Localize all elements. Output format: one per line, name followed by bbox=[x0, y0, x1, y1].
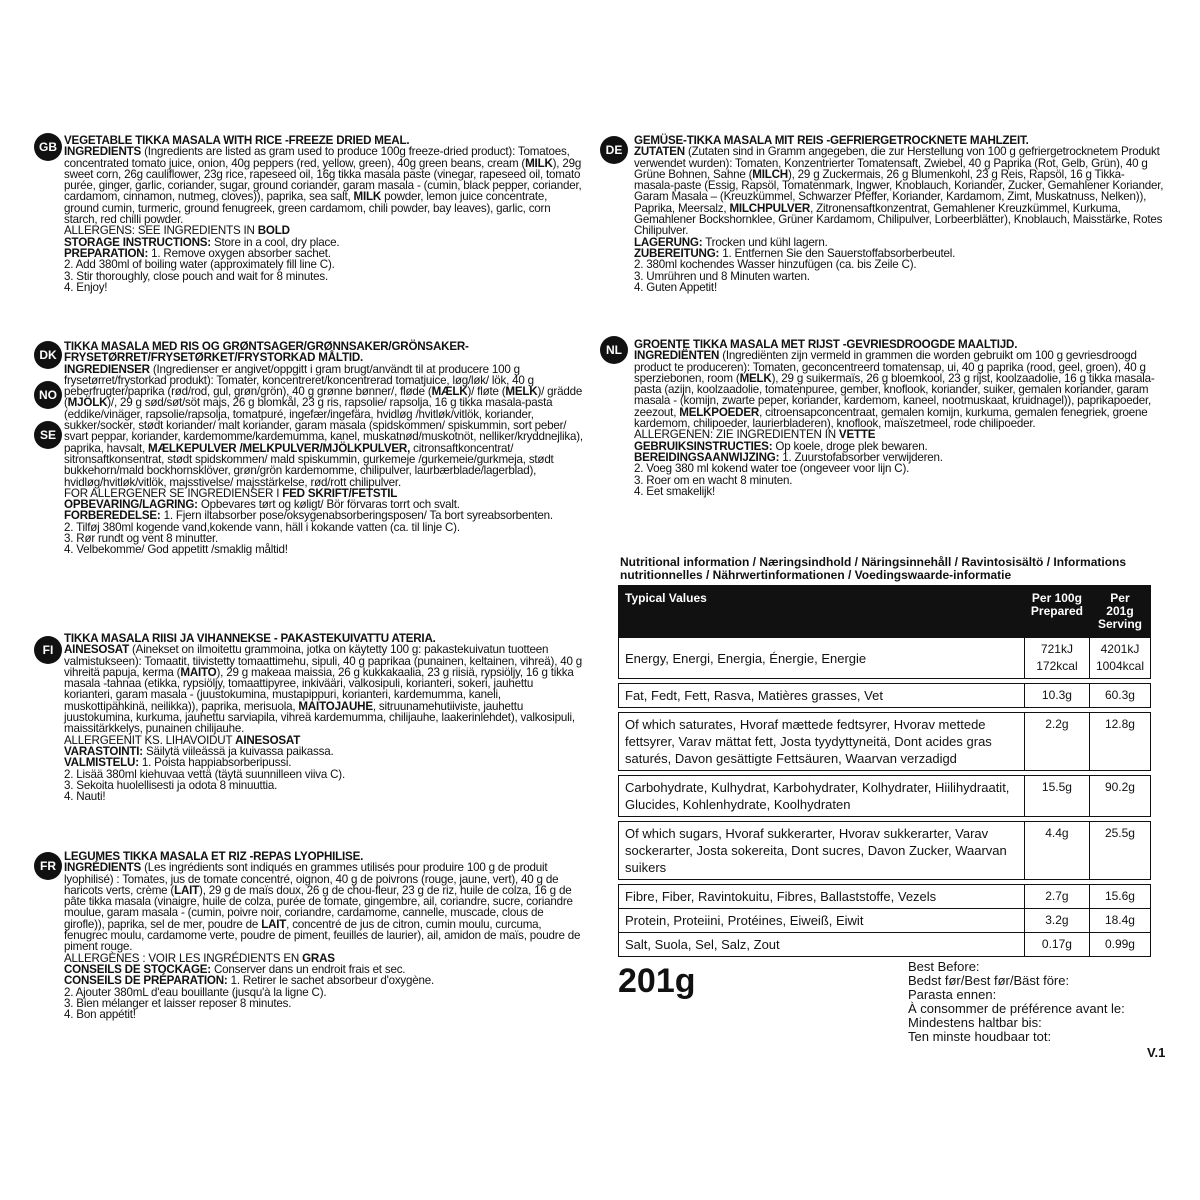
nutrition-title: Nutritional information / Næringsindhold / Näringsinnehåll / Ravintosisältö / Informations nutritionnelles / Nährwertinformationen / Voedingswaarde-informatie bbox=[620, 555, 1127, 582]
gb-preparation: PREPARATION: 1. Remove oxygen absorber sachet. bbox=[64, 246, 331, 260]
nutrient-per-201g: 15.6g bbox=[1089, 885, 1150, 909]
typical-values-header: Typical Values bbox=[619, 586, 1025, 638]
fi-prep-step: 3. Sekoita huolellisesti ja odota 8 minuuttia. bbox=[64, 778, 278, 792]
nutrient-per-201g: 60.3g bbox=[1089, 684, 1150, 708]
scan-prep-step: 2. Tilføj 380ml kogende vand,kokende vann, häll i kokande vatten (ca. til linje C). bbox=[64, 520, 460, 534]
scan-allergens: FOR ALLERGENER SE INGREDIENSER I FED SKRIFT/FETSTIL bbox=[64, 486, 398, 500]
scandinavian-section bbox=[64, 341, 584, 556]
best-before-line: Mindestens haltbar bis: bbox=[908, 1015, 1042, 1030]
gb-prep-step: 4. Enjoy! bbox=[64, 280, 108, 294]
fr-prep-step: 3. Bien mélanger et laisser reposer 8 minutes. bbox=[64, 996, 292, 1010]
fi-prep-step: 2. Lisää 380ml kiehuvaa vettä (täytä suunnilleen viiva C). bbox=[64, 767, 345, 781]
gb-storage: STORAGE INSTRUCTIONS: Store in a cool, dry place. bbox=[64, 235, 340, 249]
gb-section bbox=[64, 135, 584, 293]
net-weight: 201g bbox=[618, 962, 696, 1000]
nutrient-per-100g: 2.2g bbox=[1024, 713, 1089, 771]
nutrient-row bbox=[619, 933, 1151, 957]
fr-preparation: CONSEILS DE PRÉPARATION: 1. Retirer le sachet absorbeur d'oxygène. bbox=[64, 974, 435, 988]
nl-ingredients: INGREDIËNTEN (Ingrediënten zijn vermeld in grammen die worden gebruikt om 100 g gevriesdroogd product te produceren): Tomaten, geconcentreerd tomatensap, ui, 40 g paprika (rood, geel, groen), 40 g sperziebonen, room (MELK), 29 g suikermaïs, 26 g bloemkool, 23 g rijst, koolzaadolie, 16 g tikka masala-pasta (azijn, koolzaadolie, tomatenpuree, gember, knoflook, koriander, suiker, gemalen koriander, garam masala - (komijn, zwarte peper, koriander, kardemom, kaneel, nootmuskaat, kruidnagel)), paprikapoeder, zeezout, MELKPOEDER, citroensapconcentraat, gemalen komijn, kurkuma, gemalen fenegriek, groene kardemom, chilipoeder, laurierbladeren), knoflook, maïszetmeel, rode chilipoeder. bbox=[634, 349, 1155, 431]
nutrition-table bbox=[618, 585, 1151, 957]
fi-title: TIKKA MASALA RIISI JA VIHANNEKSE - PAKASTEKUIVATTU ATERIA. bbox=[64, 632, 436, 645]
dk-language-badge: DK bbox=[34, 341, 62, 369]
nutrient-row bbox=[619, 822, 1151, 880]
fr-allergens: ALLERGÈNES : VOIR LES INGRÉDIENTS EN GRAS bbox=[64, 951, 335, 965]
nutrient-per-201g: 18.4g bbox=[1089, 909, 1150, 933]
nutrient-per-201g: 25.5g bbox=[1089, 822, 1150, 880]
nutrient-row bbox=[619, 909, 1151, 933]
best-before-block bbox=[908, 960, 1125, 1044]
nl-preparation: BEREIDINGSAANWIJZING: 1. Zuurstofabsorber verwijderen. bbox=[634, 450, 943, 464]
fi-storage: VARASTOINTI: Säilytä viileässä ja kuivassa paikassa. bbox=[64, 744, 334, 758]
nutrient-per-201g: 90.2g bbox=[1089, 776, 1150, 817]
best-before-line: Best Before: bbox=[908, 959, 980, 974]
nl-prep-step: 3. Roer om en wacht 8 minuten. bbox=[634, 473, 793, 487]
gb-prep-step: 3. Stir thoroughly, close pouch and wait for 8 minutes. bbox=[64, 269, 328, 283]
fr-title: LEGUMES TIKKA MASALA ET RIZ -REPAS LYOPHILISE. bbox=[64, 850, 364, 863]
fi-prep-step: 4. Nauti! bbox=[64, 790, 106, 804]
nutrient-per-100g: 4.4g bbox=[1024, 822, 1089, 880]
energy-per-100g: 721kJ 172kcal bbox=[1024, 638, 1089, 679]
scan-title: TIKKA MASALA MED RIS OG GRØNTSAGER/GRØNNSAKER/GRÖNSAKER-FRYSETØRRET/FRYSETØRKET/FRYSTORKAD MÅLTID. bbox=[64, 340, 469, 365]
gb-allergens: ALLERGENS: SEE INGREDIENTS IN BOLD bbox=[64, 224, 290, 238]
per-100g-header: Per 100g Prepared bbox=[1024, 586, 1089, 638]
nutrient-label: Fibre, Fiber, Ravintokuitu, Fibres, Ballaststoffe, Vezels bbox=[619, 885, 1025, 909]
gb-language-badge: GB bbox=[34, 133, 62, 161]
fr-section bbox=[64, 851, 584, 1020]
nutrient-label: Salt, Suola, Sel, Salz, Zout bbox=[619, 933, 1025, 957]
nl-allergens: ALLERGENEN: ZIE INGREDIENTEN IN VETTE bbox=[634, 428, 876, 442]
nutrient-row bbox=[619, 885, 1151, 909]
nutrient-label: Of which sugars, Hvoraf sukkerarter, Hvorav sukkerarter, Varav sockerarter, Josta sokereita, Dont sucres, Davon Zucker, Waarvan suikers bbox=[619, 822, 1025, 880]
de-section bbox=[634, 135, 1164, 293]
fi-ingredients: AINESOSAT (Ainekset on ilmoitettu grammoina, jotka on käytetty 100 g: pakastekuivatun tuotteen valmistukseen): Tomaatit, tiivistetty tomaattimehu, sipuli, 40 g paprikaa (punainen, keltainen, vihreä), 40 g vihreitä papuja, kerma (MAITO), 29 g makeaa maissia, 26 g kukkakaalia, 23 g riisiä, rypsiöljy, 16 g tikka masala -tahnaa (etikka, rypsiöljy, tomaattipyree, inkivääri, valkosipuli, korianteri, sokeri, jauhettu korianteri, garam masala - (juustokumina, mustapippuri, korianteri, kardemumma, kaneli, muskottipähkinä, neilikka)), paprika, merisuola, MAITOJAUHE, sitruunamehutiiviste, jauhettu juustokumina, kurkuma, jauhettu sarviapila, vihreä kardemumma, chilijauhe, laakerinlehdet), valkosipuli, maissitärkkelys, punainen chilijauhe. bbox=[64, 643, 583, 736]
de-prep-step: 3. Umrühren und 8 Minuten warten. bbox=[634, 269, 810, 283]
per-201g-header: Per 201g Serving bbox=[1089, 586, 1150, 638]
se-language-badge: SE bbox=[34, 421, 62, 449]
gb-prep-step: 2. Add 380ml of boiling water (approximately fill line C). bbox=[64, 258, 335, 272]
nl-title: GROENTE TIKKA MASALA MET RIJST -GEVRIESDROOGDE MAALTIJD. bbox=[634, 338, 1018, 351]
nutrient-row bbox=[619, 776, 1151, 817]
nutrient-per-100g: 2.7g bbox=[1024, 885, 1089, 909]
gb-ingredients: INGREDIENTS (Ingredients are listed as gram used to produce 100g freeze-dried product): Tomatoes, concentrated tomato juice, onion, 40g peppers (red, yellow, green), 40g green beans, cream (MILK), 29g sweet corn, 26g cauliflower, 23g rice, rapeseed oil, 16g tikka masala paste (vinegar, rapeseed oil, tomato purée, ginger, garlic, coriander, sugar, ground coriander, garam masala - (cumin, black pepper, coriander, cardamom, cinnamon, nutmeg, cloves)), paprika, sea salt, MILK powder, lemon juice concentrate, ground cumin, turmeric, ground fenugreek, green cardamom, chili powder, bay leaves), garlic, corn starch, red chilli powder. bbox=[64, 145, 582, 227]
nl-prep-step: 4. Eet smakelijk! bbox=[634, 484, 716, 498]
scan-prep-step: 3. Rør rundt og vent 8 minutter. bbox=[64, 532, 219, 546]
fr-language-badge: FR bbox=[34, 852, 62, 880]
nutrient-row bbox=[619, 713, 1151, 771]
de-ingredients: ZUTATEN (Zutaten sind in Gramm angegeben, die zur Herstellung von 100 g gefriergetrocknetem Produkt verwendet wurden): Tomaten, Konzentrierter Tomatensaft, Zwiebel, 40 g Paprika (Rot, Gelb, Grün), 40 g Grüne Bohnen, Sahne (MILCH), 29 g Zuckermais, 26 g Blumenkohl, 23 g Reis, Rapsöl, 16 g Tikka-masala-paste (Essig, Rapsöl, Tomatenmark, Ingwer, Knoblauch, Koriander, Zucker, Gemahlener Koriander, Garam Masala – (Kreuzkümmel, Schwarzer Pfeffer, Koriander, Kardamom, Zimt, Muskatnuss, Nelken)), Paprika, Meersalz, MILCHPULVER, Zitronensaftkonzentrat, Gemahlener Kreuzkümmel, Kurkuma, Gemahlener Bockshornklee, Grüner Kardamom, Chilipulver, Lorbeerblätter), Knoblauch, Maisstärke, Rotes Chilipulver. bbox=[634, 145, 1164, 238]
nutrient-label: Of which saturates, Hvoraf mættede fedtsyrer, Hvorav mettede fettsyrer, Varav mättat fett, Josta tyydyttyneitä, Dont acides gras saturés, Davon gesättigte Fettsäuren, Waarvan verzadigd bbox=[619, 713, 1025, 771]
best-before-line: Ten minste houdbaar tot: bbox=[908, 1029, 1052, 1044]
de-prep-step: 2. 380ml kochendes Wasser hinzufügen (ca. bis Zeile C). bbox=[634, 258, 917, 272]
de-title: GEMÜSE-TIKKA MASALA MIT REIS -GEFRIERGETROCKNETE MAHLZEIT. bbox=[634, 134, 1029, 147]
energy-label: Energy, Energi, Energia, Énergie, Energie bbox=[619, 638, 1025, 679]
nutrient-row bbox=[619, 684, 1151, 708]
de-storage: LAGERUNG: Trocken und kühl lagern. bbox=[634, 235, 828, 249]
nutrient-label: Carbohydrate, Kulhydrat, Karbohydrater, Kolhydrater, Hiilihydraatit, Glucides, Kohlenhydrate, Koolhydraten bbox=[619, 776, 1025, 817]
fr-prep-step: 4. Bon appétit! bbox=[64, 1008, 136, 1022]
scan-ingredients: INGREDIENSER (Ingredienser er angivet/oppgitt i gram brugt/användt til at producere 100 g frysetørret/frystorkad produkt): Tomater, koncentreret/koncentrerad tomatjuice, løg/løk/ lök, 40 g peberfrugter/paprika (rød/rod, gul, grøn/grön), 40 g grønne bønner/, fløde (MÆLK)/ fløte (MELK)/ grädde (MJÖLK)/, 29 g sød/søt/söt majs, 26 g blomkål, 23 g ris, rapsolie/ rapsolja, 16 g tikka masala-pasta (eddike/vinäger, rapsolie/rapsolja, tomatpuré, ingefær/ingefära, hvidløg /hvitløk/vitlök, koriander, sukker/socker, stødt koriander/ malt koriander, garam masala (spidskommen/ spiskummin, sort peber/ svart peppar, koriander, kardemomme/kardemumma, kanel, muskatnød/muskotnöt, nelliker/kryddnejlika), paprika, havsalt, MÆLKEPULVER /MELKPULVER/MJÖLKPULVER, citronsaftkoncentrat/ sitronsaftkonsentrat, stødt spidskommen/ mald spiskummin, gurkemeje /gurkemeie/gurkmeja, stødt bukkehorn/mald bockhornsklöver, grøn/grön kardemomme, chilipulver, laurbærblade/lagerblad), hvidløg/hvitløk/vitlök, majsstivelse/ majsstärkelse, rød/rott chilipulver. bbox=[64, 362, 583, 489]
scan-prep-step: 4. Velbekomme/ God appetitt /smaklig måltid! bbox=[64, 543, 288, 557]
nl-storage: GEBRUIKSINSTRUCTIES: Op koele, droge plek bewaren. bbox=[634, 439, 928, 453]
de-prep-step: 4. Guten Appetit! bbox=[634, 280, 717, 294]
de-preparation: ZUBEREITUNG: 1. Entfernen Sie den Sauerstoffabsorberbeutel. bbox=[634, 246, 956, 260]
nl-language-badge: NL bbox=[600, 336, 628, 364]
best-before-line: Bedst før/Best før/Bäst före: bbox=[908, 973, 1070, 988]
no-language-badge: NO bbox=[34, 381, 62, 409]
nutrient-per-100g: 15.5g bbox=[1024, 776, 1089, 817]
fi-allergens: ALLERGEENIT KS. LIHAVOIDUT AINESOSAT bbox=[64, 733, 301, 747]
nutrient-per-201g: 0.99g bbox=[1089, 933, 1150, 957]
best-before-line: À consommer de préférence avant le: bbox=[908, 1001, 1125, 1016]
gb-title: VEGETABLE TIKKA MASALA WITH RICE -FREEZE DRIED MEAL. bbox=[64, 134, 410, 147]
nutrient-per-100g: 10.3g bbox=[1024, 684, 1089, 708]
nutrient-per-100g: 3.2g bbox=[1024, 909, 1089, 933]
nutrient-per-100g: 0.17g bbox=[1024, 933, 1089, 957]
version-label: V.1 bbox=[1147, 1045, 1166, 1060]
fr-prep-step: 2. Ajouter 380mL d'eau bouillante (jusqu'à la ligne C). bbox=[64, 985, 327, 999]
scan-preparation: FORBEREDELSE: 1. Fjern iltabsorber pose/oksygenabsorberingsposen/ Ta bort syreabsorbenten. bbox=[64, 509, 553, 523]
nutrient-per-201g: 12.8g bbox=[1089, 713, 1150, 771]
de-language-badge: DE bbox=[600, 136, 628, 164]
nutrient-label: Fat, Fedt, Fett, Rasva, Matières grasses, Vet bbox=[619, 684, 1025, 708]
fr-storage: CONSEILS DE STOCKAGE: Conserver dans un endroit frais et sec. bbox=[64, 962, 406, 976]
fr-ingredients: INGRÉDIENTS (Les ingrédients sont indiqués en grammes utilisés pour produire 100 g de produit lyophilisé) : Tomates, jus de tomate concentré, oignon, 40 g de poivrons (rouge, jaune, vert), 40 g de haricots verts, crème (LAIT), 29 g de maïs doux, 26 g de chou-fleur, 23 g de riz, huile de colza, 16 g de pâte tikka masala (vinaigre, huile de colza, purée de tomate, gingembre, ail, coriandre, sucre, coriandre moulue, garam masala - (cumin, poivre noir, coriandre, cardamome, cannelle, muscade, clous de girofle)), paprika, sel de mer, poudre de LAIT, concentré de jus de citron, cumin moulu, curcuma, fenugrec moulu, cardamome verte, poudre de piment, feuilles de laurier), ail, amidon de maïs, poudre de piment rouge. bbox=[64, 861, 581, 954]
scan-storage: OPBEVARING/LAGRING: Opbevares tørt og køligt/ Bör förvaras torrt och svalt. bbox=[64, 498, 460, 512]
energy-row bbox=[619, 638, 1151, 679]
nl-section bbox=[634, 339, 1164, 497]
nutrient-label: Protein, Proteiini, Protéines, Eiweiß, Eiwit bbox=[619, 909, 1025, 933]
fi-section bbox=[64, 633, 584, 802]
fi-language-badge: FI bbox=[34, 636, 62, 664]
energy-per-201g: 4201kJ 1004kcal bbox=[1089, 638, 1150, 679]
best-before-line: Parasta ennen: bbox=[908, 987, 997, 1002]
fi-preparation: VALMISTELU: 1. Poista happiabsorberipussi. bbox=[64, 756, 292, 770]
nl-prep-step: 2. Voeg 380 ml kokend water toe (ongeveer voor lijn C). bbox=[634, 462, 910, 476]
nutrition-header-row bbox=[619, 586, 1151, 638]
